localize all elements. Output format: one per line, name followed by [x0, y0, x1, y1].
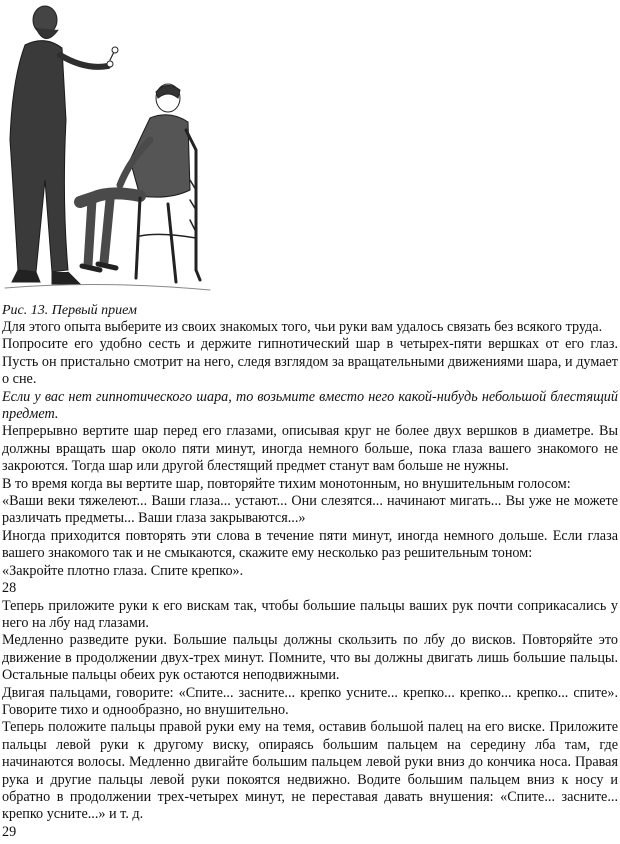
- paragraph: Теперь приложите руки к его вискам так, чтобы большие пальцы ваших рук почти соприкасались у него на лбу над глазами.: [2, 597, 618, 631]
- body-text: [2, 319, 618, 841]
- page-number: 28: [2, 580, 17, 597]
- paragraph: Непрерывно вертите шар перед его глазами, описывая круг не более двух вершков в диаметре. Вы должны вращать шар около пяти минут, иногда немного больше, пока глаза вашего знакомого не закроются. Тогда шар или другой блестящий предмет станут вам больше не нужны.: [2, 423, 618, 475]
- paragraph: Для этого опыта выберите из своих знакомых того, чьи руки вам удалось связать без всякого труда.: [2, 319, 603, 335]
- paragraph: Теперь положите пальцы правой руки ему на темя, оставив большой палец на его виске. Приложите пальцы левой руки к другому виску, опираясь большим пальцем на середину лба там, где начинаются волосы. Медленно двигайте большим пальцем левой руки вниз до кончика носа. Правая рука и другие пальцы левой руки покоятся недвижно. Водите большим пальцем вниз к носу и обратно в продолжении трех-четырех минут, не переставая давать внушения: «Спите... засните... крепко усните...» и т. д.: [2, 719, 618, 823]
- paragraph: Медленно разведите руки. Большие пальцы должны скользить по лбу до висков. Повторяйте это движение в продолжении двух-трех минут. Помните, что вы должны двигать лишь большие пальцы. Остальные пальцы обеих рук остаются неподвижными.: [2, 632, 618, 684]
- paragraph: «Закройте плотно глаза. Спите крепко».: [2, 562, 244, 579]
- paragraph: «Ваши веки тяжелеют... Ваши глаза... устают... Они слезятся... начинают мигать... Вы уже не можете различать предметы... Ваши глаза закрываются...»: [2, 493, 618, 527]
- paragraph: Иногда приходится повторять эти слова в течение пяти минут, иногда немного дольше. Если глаза вашего знакомого так и не смыкаются, скажите ему несколько раз решительным тоном:: [2, 527, 618, 562]
- paragraph: В то время когда вы вертите шар, повторяйте тихим монотонным, но внушительным голосом:: [2, 475, 571, 492]
- italic-paragraph: Если у вас нет гипнотического шара, то возьмите вместо него какой-нибудь небольшой блестящий предмет.: [2, 388, 618, 423]
- paragraph: Попросите его удобно сесть и держите гипнотический шар в четырех-пяти вершках от его глаз. Пусть он пристально смотрит на него, следя взглядом за вращательными движениями шара, и думает о сне.: [2, 336, 618, 388]
- paragraph: Двигая пальцами, говорите: «Спите... засните... крепко усните... крепко... крепко... крепко... спите». Говорите тихо и однообразно, но внушительно.: [2, 684, 618, 718]
- figure-caption: Рис. 13. Первый прием: [2, 303, 137, 318]
- hypnotist-and-subject-illustration: [0, 0, 215, 300]
- page-number: 29: [2, 823, 17, 840]
